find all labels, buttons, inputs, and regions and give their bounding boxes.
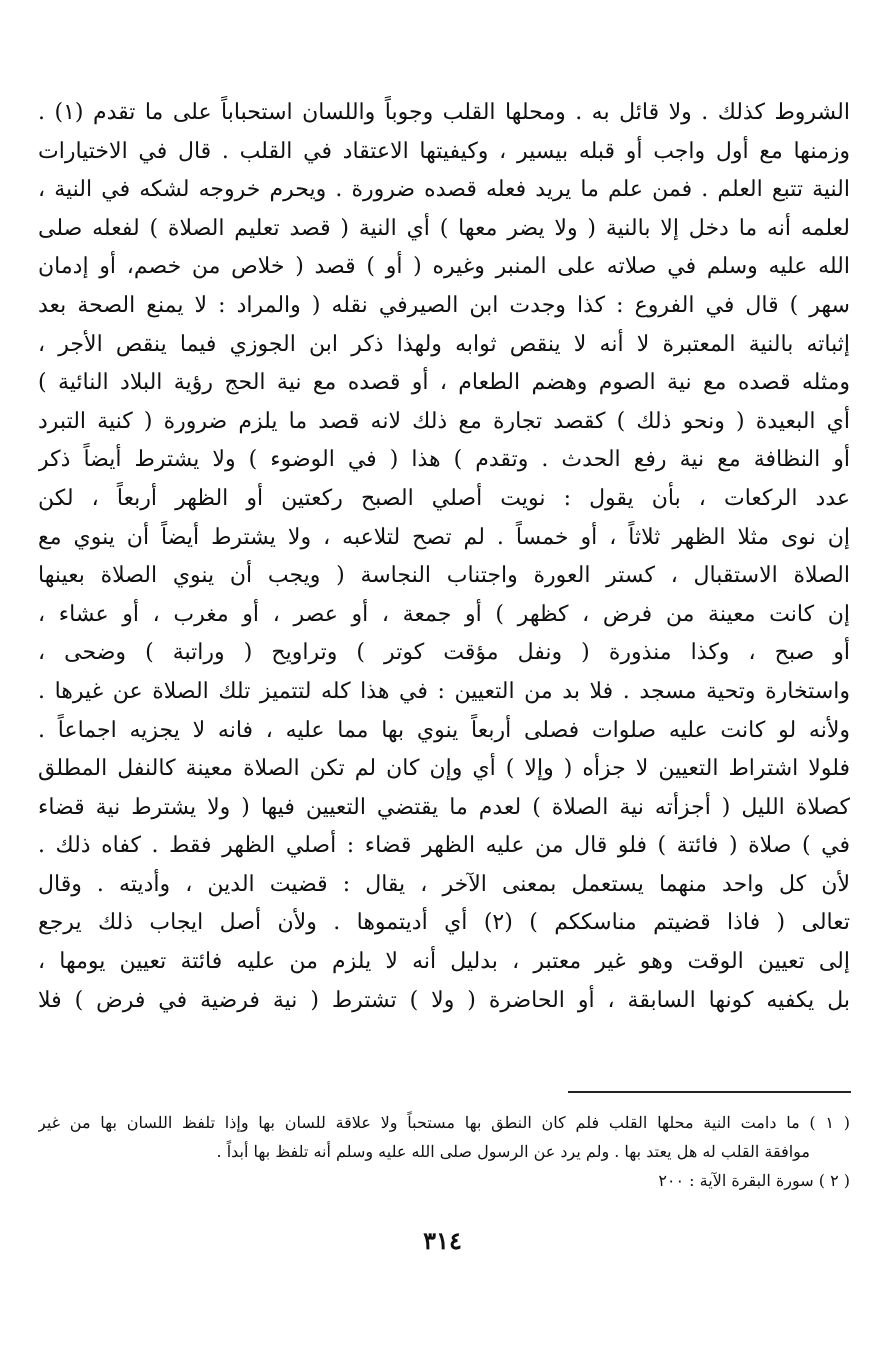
text-line: إلى تعيين الوقت وهو غير معتبر ، بدليل أنه لا يلزم من عليه فائتة تعيين يومها ، — [38, 949, 850, 975]
text-line: في ) صلاة ( فائتة ) فلو قال من عليه الظهر قضاء : أصلي الظهر فقط . كفاه ذلك . — [38, 833, 850, 859]
text-line: سهر ) قال في الفروع : كذا وجدت ابن الصيرفي نقله ( والمراد : لا يمنع الصحة بعد — [38, 292, 850, 318]
text-line: إن نوى مثلا الظهر ثلاثاً ، أو خمساً . لم تصح لتلاعبه ، ولا يشترط أيضاً أن ينوي مع — [38, 524, 850, 550]
text-line: لأن كل واحد منهما يستعمل بمعنى الآخر ، يقال : قضيت الدين ، وأديته . وقال — [38, 871, 850, 897]
footnote-1: ( ١ ) ما دامت النية محلها القلب فلم كان النطق بها مستحباً ولا علاقة للسان بها وإذا تلفظ اللسان بها من غير — [38, 1113, 850, 1132]
text-line: الله عليه وسلم في صلاته على المنبر وغيره ( أو ) قصد ( خلاص من خصم، أو إدمان — [38, 254, 850, 280]
page-number: ٣١٤ — [423, 1226, 462, 1255]
text-line: وزمنها مع أول واجب أو قبله بيسير ، وكيفيتها الاعتقاد في القلب . قال في الاختيارات — [38, 138, 850, 164]
text-line: الصلاة الاستقبال ، كستر العورة واجتناب النجاسة ( ويجب أن ينوي الصلاة بعينها — [38, 563, 850, 589]
text-line: أو صبح ، وكذا منذورة ( ونفل مؤقت كوتر ) وتراويح ( وراتبة ) وضحى ، — [38, 640, 850, 666]
footnotes-block — [38, 1108, 850, 1195]
text-line: بل يكفيه كونها السابقة ، أو الحاضرة ( ولا ) تشترط ( نية فرضية في فرض ) فلا — [38, 987, 850, 1013]
text-line: أو النظافة مع نية رفع الحدث . وتقدم ) هذا ( في الوضوء ) ولا يشترط أيضاً ذكر — [38, 447, 850, 473]
footnote-divider — [568, 1091, 851, 1093]
main-text-block — [38, 94, 850, 1020]
text-line: ومثله قصده مع نية الصوم وهضم الطعام ، أو قصده مع نية الحج رؤية البلاد النائية ) — [38, 370, 850, 396]
text-line: النية تتبع العلم . فمن علم ما يريد فعله قصده ضرورة . ويحرم خروجه لشكه في النية ، — [38, 177, 850, 203]
text-line: ولأنه لو كانت عليه صلوات فصلى أربعاً ينوي بها مما عليه ، فانه لا يجزيه اجماعاً . — [38, 717, 850, 743]
text-line: إن كانت معينة من فرض ، كظهر ) أو جمعة ، أو عصر ، أو مغرب ، أو عشاء ، — [38, 601, 850, 627]
text-line: أي البعيدة ( ونحو ذلك ) كقصد تجارة مع ذلك لانه قصد ما يلزم ضرورة ( كنية التبرد — [38, 408, 850, 434]
footnote-2: ( ٢ ) سورة البقرة الآية : ٢٠٠ — [658, 1171, 850, 1190]
text-line: لعلمه أنه ما دخل إلا بالنية ( ولا يضر معها ) أي النية ( قصد تعليم الصلاة ) لفعله صلى — [38, 215, 850, 241]
text-line: عدد الركعات ، بأن يقول : نويت أصلي الصبح ركعتين أو الظهر أربعاً ، لكن — [38, 485, 850, 511]
text-line: الشروط كذلك . ولا قائل به . ومحلها القلب وجوباً واللسان استحباباً على ما تقدم (١) . — [38, 100, 850, 125]
text-line: كصلاة الليل ( أجزأته نية الصلاة ) لعدم ما يقتضي التعيين فيها ( ولا يشترط نية قضاء — [38, 794, 850, 820]
text-line: تعالى ( فاذا قضيتم مناسككم ) (٢) أي أديتموها . ولأن أصل ايجاب ذلك يرجع — [38, 910, 850, 936]
text-line: إثباته بالنية المعتبرة لا أنه لا ينقص ثوابه ولهذا ذكر ابن الجوزي فيما ينقص الأجر ، — [38, 331, 850, 357]
footnote-1-continuation: موافقة القلب له هل يعتد بها . ولم يرد عن الرسول صلى الله عليه وسلم أنه تلفظ بها أبداً . — [216, 1142, 810, 1161]
text-line: واستخارة وتحية مسجد . فلا بد من التعيين : في هذا كله لتتميز تلك الصلاة عن غيرها . — [38, 678, 850, 704]
text-line: فلولا اشتراط التعيين لا جزأه ( وإلا ) أي وإن كان لم تكن الصلاة معينة كالنفل المطلق — [38, 756, 850, 782]
